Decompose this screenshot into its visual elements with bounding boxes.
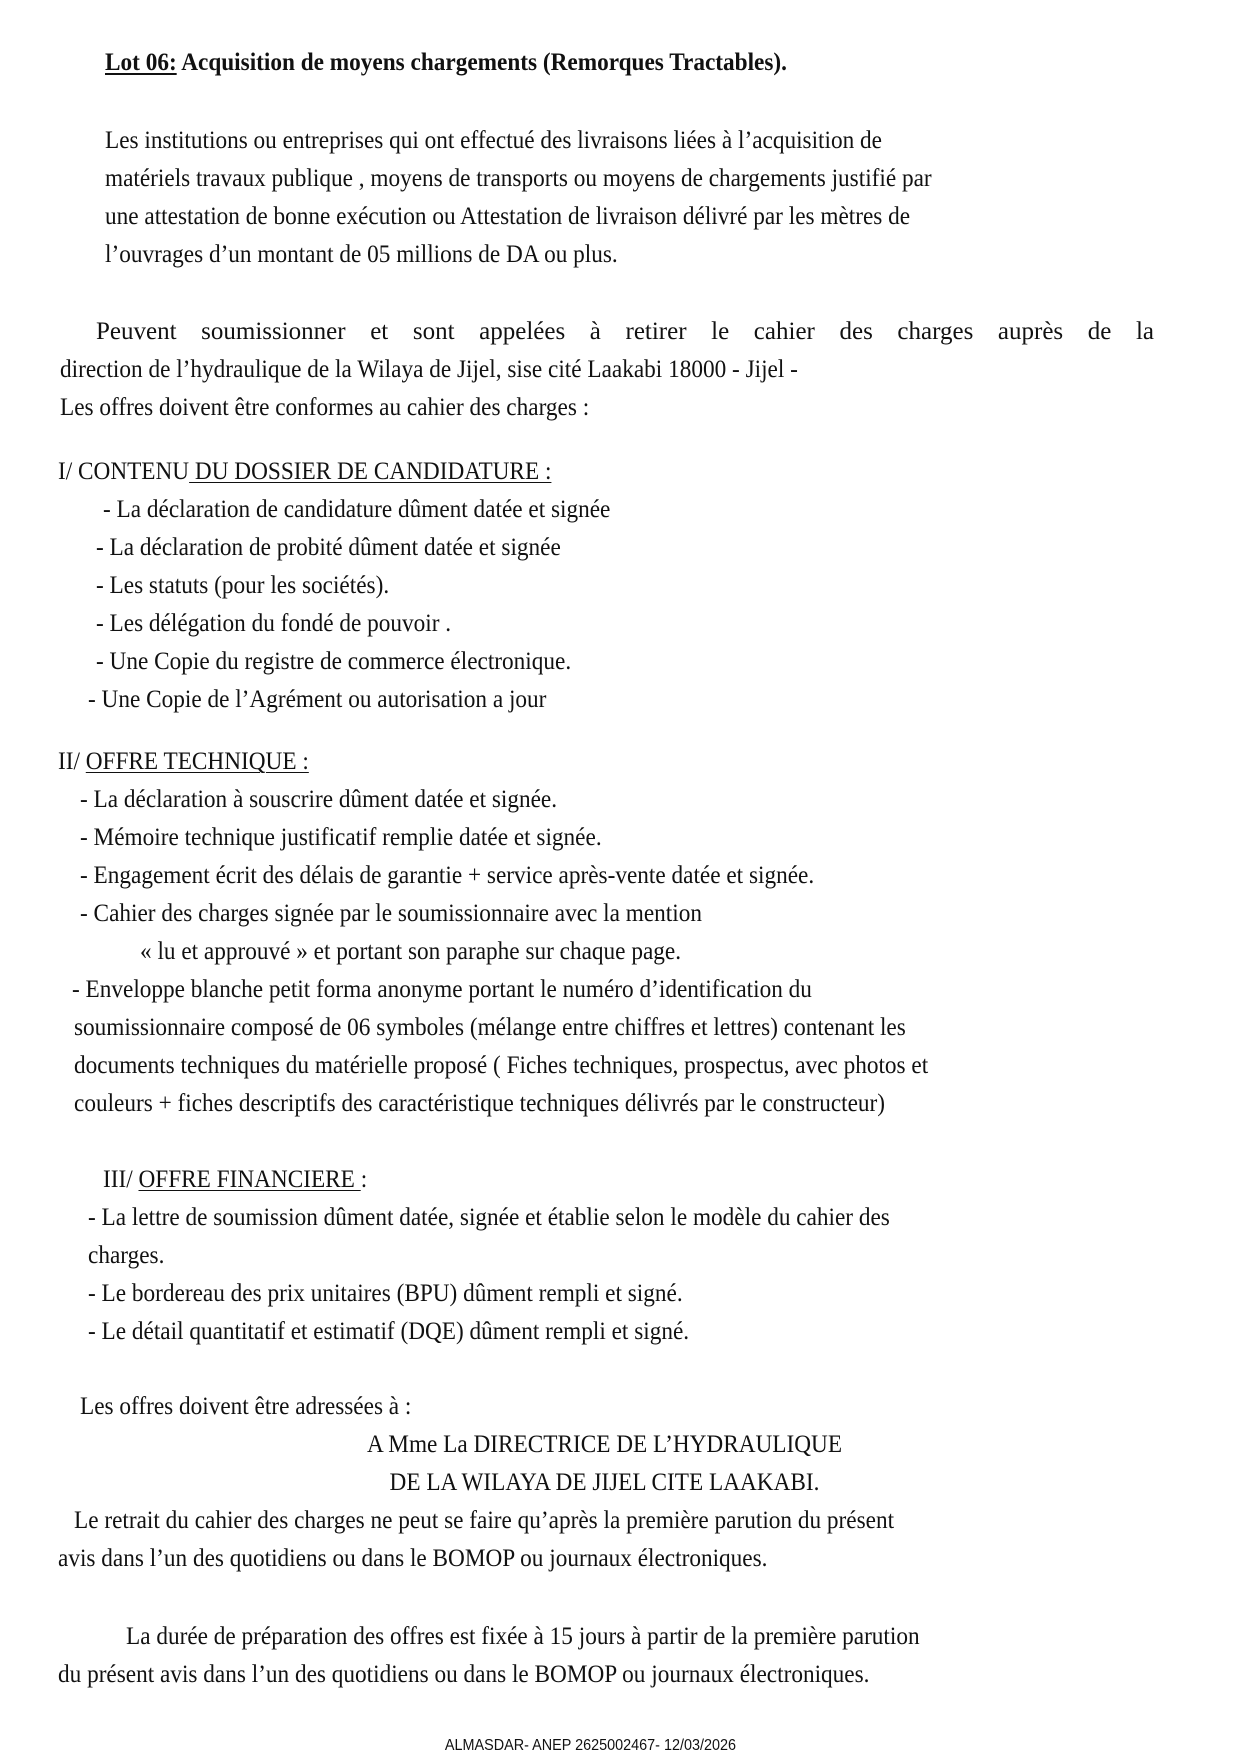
list-item: - Une Copie du registre de commerce électronique. [96, 648, 572, 675]
section-prefix: I/ CONTENU [58, 458, 190, 485]
eligibility-line: matériels travaux publique , moyens de transports ou moyens de chargements justifié par [105, 165, 932, 192]
list-item: - La déclaration de candidature dûment datée et signée [103, 496, 611, 523]
list-item: - Mémoire technique justificatif remplie datée et signée. [80, 824, 602, 851]
lot-title [105, 46, 787, 80]
section-title: OFFRE TECHNIQUE : [85, 748, 309, 775]
section-heading [58, 455, 551, 489]
section-prefix: III/ [103, 1166, 139, 1193]
list-item-continuation: soumissionnaire composé de 06 symboles (mélange entre chiffres et lettres) contenant les [74, 1014, 906, 1041]
list-item: - Enveloppe blanche petit forma anonyme portant le numéro d’identification du [72, 976, 812, 1003]
lot-label: Lot 06: [105, 49, 177, 76]
intro-line: Peuvent soumissionner et sont appelées à retirer le cahier des charges auprès de la [96, 318, 1154, 345]
duration-line: La durée de préparation des offres est fixée à 15 jours à partir de la première parution [126, 1623, 920, 1650]
list-item: - Engagement écrit des délais de garantie + service après-vente datée et signée. [80, 862, 815, 889]
section-heading [58, 745, 309, 779]
list-item: - Cahier des charges signée par le soumissionnaire avec la mention [80, 900, 702, 927]
duration-line: du présent avis dans l’un des quotidiens ou dans le BOMOP ou journaux électroniques. [58, 1661, 870, 1688]
intro-line: direction de l’hydraulique de la Wilaya de Jijel, sise cité Laakabi 18000 - Jijel - [60, 356, 798, 383]
lot-title-text: Acquisition de moyens chargements (Remorques Tractables). [176, 49, 787, 76]
withdrawal-line: Le retrait du cahier des charges ne peut se faire qu’après la première parution du présent [74, 1507, 895, 1534]
intro-line: Les offres doivent être conformes au cahier des charges : [60, 394, 590, 421]
section-prefix: II/ [58, 748, 86, 775]
list-item: - La lettre de soumission dûment datée, signée et établie selon le modèle du cahier des [88, 1204, 890, 1231]
section-title: OFFRE FINANCIERE [138, 1166, 361, 1193]
publication-reference: ALMASDAR- ANEP 2625002467- 12/03/2026 [444, 1737, 737, 1754]
list-item: - Le bordereau des prix unitaires (BPU) dûment rempli et signé. [88, 1280, 683, 1307]
list-item: - Les statuts (pour les sociétés). [96, 572, 390, 599]
list-item: - Une Copie de l’Agrément ou autorisation a jour [88, 686, 547, 713]
list-item: - La déclaration de probité dûment datée et signée [96, 534, 561, 561]
address-intro: Les offres doivent être adressées à : [80, 1393, 412, 1420]
section-suffix: : [360, 1166, 368, 1193]
list-item-continuation: couleurs + fiches descriptifs des caractéristique techniques délivrés par le constructeur) [74, 1090, 886, 1117]
eligibility-line: l’ouvrages d’un montant de 05 millions de DA ou plus. [105, 241, 618, 268]
list-item-continuation: charges. [88, 1242, 165, 1269]
list-item-continuation: documents techniques du matérielle proposé ( Fiches techniques, prospectus, avec photos et [74, 1052, 929, 1079]
section-heading [103, 1163, 367, 1197]
eligibility-line: Les institutions ou entreprises qui ont effectué des livraisons liées à l’acquisition de [105, 127, 882, 154]
list-item-continuation: « lu et approuvé » et portant son paraphe sur chaque page. [140, 938, 682, 965]
list-item: - Les délégation du fondé de pouvoir . [96, 610, 452, 637]
address-location: DE LA WILAYA DE JIJEL CITE LAAKABI. [389, 1469, 820, 1496]
list-item: - Le détail quantitatif et estimatif (DQE) dûment rempli et signé. [88, 1318, 690, 1345]
section-title: DU DOSSIER DE CANDIDATURE : [189, 458, 552, 485]
list-item: - La déclaration à souscrire dûment datée et signée. [80, 786, 558, 813]
address-recipient: A Mme La DIRECTRICE DE L’HYDRAULIQUE [366, 1431, 843, 1458]
eligibility-line: une attestation de bonne exécution ou Attestation de livraison délivré par les mètres de [105, 203, 911, 230]
withdrawal-line: avis dans l’un des quotidiens ou dans le BOMOP ou journaux électroniques. [58, 1545, 768, 1572]
